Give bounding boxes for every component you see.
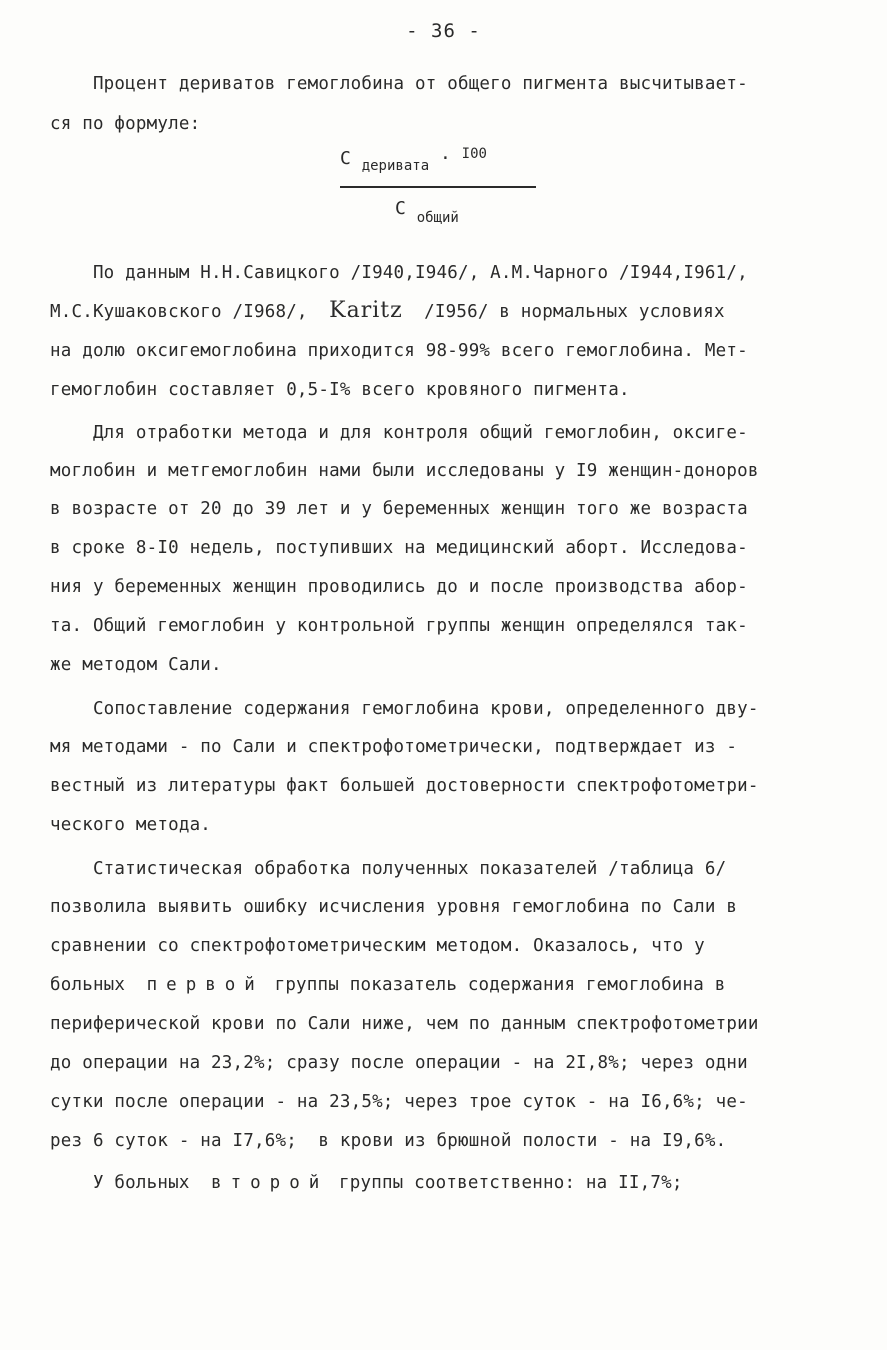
text-segment: больных: [50, 975, 147, 995]
text-line: позволила выявить ошибку исчисления уровня гемоглобина по Сали в: [50, 897, 738, 917]
handwritten-insert: Karitz: [329, 298, 403, 323]
text-line: рез 6 суток - на I7,6%; в крови из брюшной полости - на I9,6%.: [50, 1131, 727, 1151]
text-line: сравнении со спектрофотометрическим методом. Оказалось, что у: [50, 936, 705, 956]
text-line: до операции на 23,2%; сразу после операции - на 2I,8%; через одни: [50, 1053, 748, 1073]
formula: [300, 148, 580, 238]
text-line: Сопоставление содержания гемоглобина крови, определенного дву-: [50, 699, 759, 719]
formula-den-subscript: общий: [416, 210, 459, 226]
text-line: вестный из литературы факт большей достоверности спектрофотометри-: [50, 776, 759, 796]
formula-num-subscript: деривата: [361, 158, 430, 174]
text-line: Для отработки метода и для контроля общий гемоглобин, оксиге-: [50, 423, 748, 443]
fraction-bar: [340, 186, 536, 188]
formula-num-superscript: I00: [461, 146, 487, 162]
text-line: [50, 300, 725, 323]
text-segment: У больных: [50, 1173, 212, 1193]
spaced-emphasis: первой: [146, 975, 264, 995]
text-line: в сроке 8-I0 недель, поступивших на медицинский аборт. Исследова-: [50, 538, 748, 558]
text-line: на долю оксигемоглобина приходится 98-99% всего гемоглобина. Мет-: [50, 341, 748, 361]
formula-den-c: С: [395, 198, 406, 219]
text-segment: /I956/ в нормальных условиях: [402, 302, 725, 322]
text-line: периферической крови по Сали ниже, чем по данным спектрофотометрии: [50, 1014, 759, 1034]
text-line: По данным Н.Н.Савицкого /I940,I946/, А.М.Чарного /I944,I961/,: [50, 263, 748, 283]
formula-denominator: [395, 198, 459, 226]
text-line: в возрасте от 20 до 39 лет и у беременных женщин того же возраста: [50, 499, 748, 519]
text-line: [50, 974, 726, 996]
text-segment: группы соответственно: на II,7%;: [328, 1173, 683, 1193]
text-line: же методом Сали.: [50, 655, 222, 675]
text-line: ся по формуле:: [50, 114, 201, 134]
formula-num-c: С: [340, 148, 351, 169]
text-segment: группы показатель содержания гемоглобина в: [263, 975, 726, 995]
text-line: та. Общий гемоглобин у контрольной группы женщин определялся так-: [50, 616, 748, 636]
text-line: моглобин и метгемоглобин нами были исследованы у I9 женщин-доноров: [50, 461, 759, 481]
formula-numerator: [340, 146, 487, 174]
text-line: ния у беременных женщин проводились до и после производства абор-: [50, 577, 748, 597]
text-line: Статистическая обработка полученных показателей /таблица 6/: [50, 859, 727, 879]
page-number: - 36 -: [406, 20, 481, 42]
text-line: ческого метода.: [50, 815, 212, 835]
text-segment: М.С.Кушаковского /I968/,: [50, 302, 330, 322]
formula-dot: ·: [429, 148, 462, 169]
text-line: гемоглобин составляет 0,5-I% всего кровяного пигмента.: [50, 380, 630, 400]
text-line: мя методами - по Сали и спектрофотометрически, подтверждает из -: [50, 737, 738, 757]
spaced-emphasis: второй: [211, 1173, 329, 1193]
text-line: [50, 1172, 683, 1194]
text-line: сутки после операции - на 23,5%; через трое суток - на I6,6%; че-: [50, 1092, 748, 1112]
text-line: Процент дериватов гемоглобина от общего пигмента высчитывает-: [50, 74, 748, 94]
